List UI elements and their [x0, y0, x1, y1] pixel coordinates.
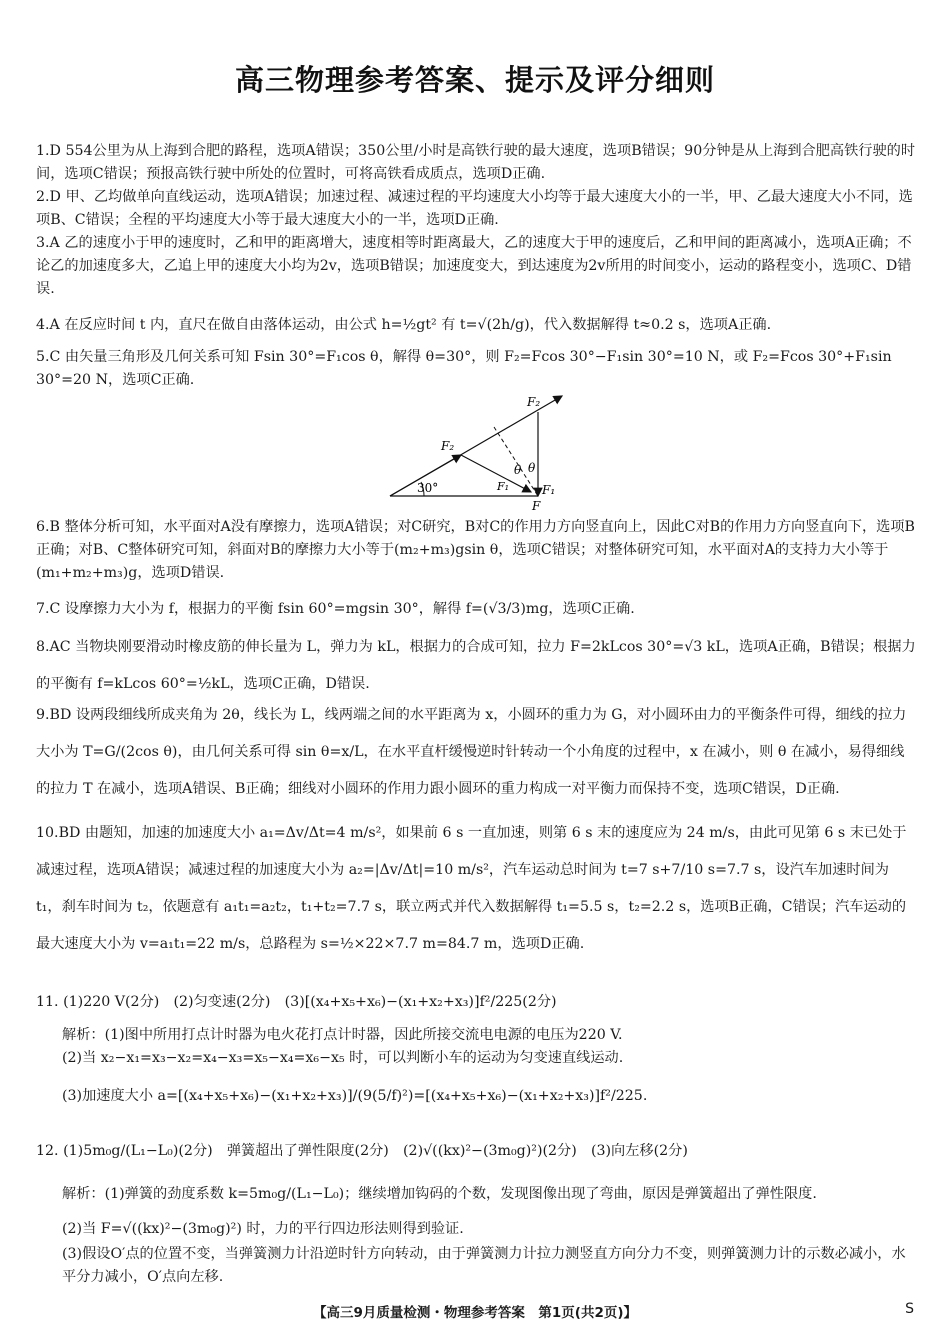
answer-12 [36, 1140, 916, 1163]
f2-top-label: F₂ [527, 395, 541, 409]
answer-3 [36, 232, 916, 301]
f-label: F [532, 499, 541, 510]
answer-text: 设两段细线所成夹角为 2θ，线长为 L，线两端之间的水平距离为 x，小圆环的重力为 G，对小圆环由力的平衡条件可得，细线的拉力大小为 T=G/(2cos θ)，由几何关系可得 sin θ=x/L，在水平直杆缓慢逆时针转动一个小角度的过程中，x 在减小，则 θ 在减小，易得细线的拉力 T 在减小，选项A错误、B正确；细线对小圆环的作用力跟小圆环的重力构成一对平衡力而保持不变，选项C错误，D正确. [36, 707, 907, 797]
answer-number: 10.BD [36, 825, 81, 841]
answer-text: 整体分析可知，水平面对A没有摩擦力，选项A错误；对C研究，B对C的作用力方向竖直向上，因此C对B的作用力方向竖直向下，选项B正确；对B、C整体研究可知，斜面对B的摩擦力大小等于(m₂+m₃)gsin θ，选项C错误；对整体研究可知，水平面对A的支持力大小等于(m₁+m₂+m₃)g，选项D错误. [36, 519, 915, 581]
theta-label-2: θ [528, 461, 536, 475]
answer-5 [36, 346, 916, 392]
answer-text: 乙的速度小于甲的速度时，乙和甲的距离增大，速度相等时距离最大，乙的速度大于甲的速度后，乙和甲间的距离减小，选项A正确；不论乙的加速度多大，乙追上甲的速度大小均为2v，选项B错误；加速度变大，到达速度为2v所用的时间变小，运动的路程变小，选项C、D错误. [36, 235, 912, 297]
page-footer: 【高三9月质量检测・物理参考答案 第1页(共2页)】 [312, 1305, 638, 1321]
theta-label-1: θ [514, 463, 522, 477]
answer-number: 2.D [36, 189, 61, 205]
answer-text: 在反应时间 t 内，直尺在做自由落体运动，由公式 h=½gt² 有 t=√(2h/g)，代入数据解得 t≈0.2 s，选项A正确. [64, 317, 772, 333]
answer-10 [36, 815, 916, 963]
corner-mark: S [905, 1301, 914, 1317]
analysis-11-3: (3)加速度大小 a=[(x₄+x₅+x₆)−(x₁+x₂+x₃)]/(9(5/f)²)=[(x₄+x₅+x₆)−(x₁+x₂+x₃)]f²/225. [62, 1088, 648, 1104]
f2-label: F₂ [441, 439, 455, 453]
answer-7 [36, 598, 916, 621]
page-title: 高三物理参考答案、提示及评分细则 [234, 63, 715, 97]
analysis-11-1: 解析：(1)图中所用打点计时器为电火花打点计时器，因此所接交流电电源的电压为220 V. [62, 1027, 623, 1043]
force-diagram [384, 392, 570, 510]
analysis-12-1: 解析：(1)弹簧的劲度系数 k=5m₀g/(L₁−L₀)；继续增加钩码的个数，发现图像出现了弯曲，原因是弹簧超出了弹性限度. [62, 1186, 817, 1202]
answer-text: 由矢量三角形及几何关系可知 Fsin 30°=F₁cos θ，解得 θ=30°，则 F₂=Fcos 30°−F₁sin 30°=10 N，或 F₂=Fcos 30°+F₁sin 30°=20 N，选项C正确. [36, 349, 892, 388]
f1-label: F₁ [542, 483, 556, 497]
answer-number: 1.D [36, 143, 61, 159]
answer-4 [36, 314, 916, 337]
answer-number: 8.AC [36, 639, 71, 655]
answer-11 [36, 991, 916, 1014]
answer-text: (1)5m₀g/(L₁−L₀)(2分) 弹簧超出了弹性限度(2分) (2)√((kx)²−(3m₀g)²)(2分) (3)向左移(2分) [63, 1143, 688, 1159]
answer-number: 6.B [36, 519, 60, 535]
answer-number: 3.A [36, 235, 60, 251]
answer-text: 甲、乙均做单向直线运动，选项A错误；加速过程、减速过程的平均速度大小均等于最大速度大小的一半，甲、乙最大速度大小不同，选项B、C错误；全程的平均速度大小等于最大速度大小的一半，选项D正确. [36, 189, 913, 228]
answer-text: 设摩擦力大小为 f，根据力的平衡 fsin 60°=mgsin 30°，解得 f=(√3/3)mg，选项C正确. [64, 601, 635, 617]
f1-inner-label: F₁ [497, 480, 510, 493]
answer-number: 11. [36, 994, 59, 1010]
answer-number: 4.A [36, 317, 60, 333]
answer-6 [36, 516, 916, 585]
answer-number: 9.BD [36, 707, 72, 723]
answer-text: (1)220 V(2分) (2)匀变速(2分) (3)[(x₄+x₅+x₆)−(x₁+x₂+x₃)]f²/225(2分) [63, 994, 557, 1010]
answer-text: 554公里为从上海到合肥的路程，选项A错误；350公里/小时是高铁行驶的最大速度，选项B错误；90分钟是从上海到合肥高铁行驶的时间，选项C错误；预报高铁行驶中所处的位置时，可将高铁看成质点，选项D正确. [36, 143, 916, 182]
answer-1 [36, 140, 916, 186]
analysis-12-3: (3)假设O′点的位置不变，当弹簧测力计沿逆时针方向转动，由于弹簧测力计拉力测竖直方向分力不变，则弹簧测力计的示数必减小，水平分力减小，O′点向左移. [62, 1246, 906, 1285]
answer-number: 12. [36, 1143, 59, 1159]
answer-number: 5.C [36, 349, 61, 365]
angle-label: 30° [417, 481, 439, 495]
analysis-12-2: (2)当 F=√((kx)²−(3m₀g)²) 时，力的平行四边形法则得到验证. [62, 1221, 464, 1237]
answer-8 [36, 629, 916, 703]
answer-text: 当物块刚要滑动时橡皮筋的伸长量为 L，弹力为 kL，根据力的合成可知，拉力 F=2kLcos 30°=√3 kL，选项A正确，B错误；根据力的平衡有 f=kLcos 60°=½kL，选项C正确，D错误. [36, 639, 916, 692]
answer-2 [36, 186, 916, 232]
answer-9 [36, 697, 916, 808]
answer-number: 7.C [36, 601, 61, 617]
answer-text: 由题知，加速的加速度大小 a₁=Δv/Δt=4 m/s²，如果前 6 s 一直加速，则第 6 s 末的速度应为 24 m/s，由此可见第 6 s 末已处于减速过程，选项A错误；减速过程的加速度大小为 a₂=|Δv/Δt|=10 m/s²，汽车运动总时间为 t=7 s+7/10 s=7.7 s，设汽车加速时间为 t₁，刹车时间为 t₂，依题意有 a₁t₁=a₂t₂，t₁+t₂=7.7 s，联立两式并代入数据解得 t₁=5.5 s，t₂=2.2 s，选项B正确，C错误；汽车运动的最大速度大小为 v=a₁t₁=22 m/s，总路程为 s=½×22×7.7 m=84.7 m，选项D正确. [36, 825, 907, 952]
analysis-11-2: (2)当 x₂−x₁=x₃−x₂=x₄−x₃=x₅−x₄=x₆−x₅ 时，可以判断小车的运动为匀变速直线运动. [62, 1050, 624, 1066]
